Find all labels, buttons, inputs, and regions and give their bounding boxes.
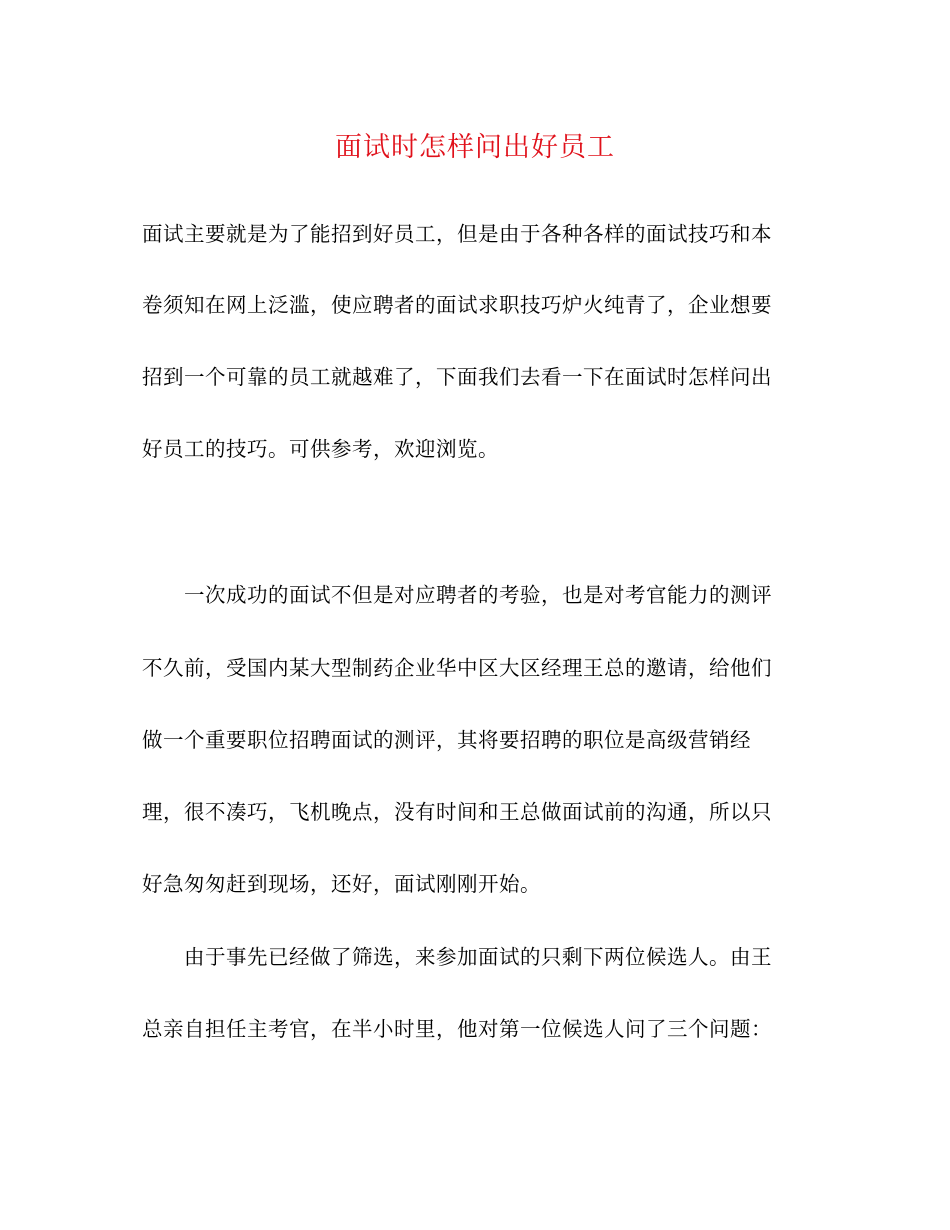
intro-line: 招到一个可靠的员工就越难了，下面我们去看一下在面试时怎样问出 xyxy=(142,365,772,389)
paragraph-line: 做一个重要职位招聘面试的测评，其将要招聘的职位是高级营销经 xyxy=(142,728,751,752)
paragraph-line: 一次成功的面试不但是对应聘者的考验，也是对考官能力的测评 xyxy=(184,583,772,607)
paragraph-line: 不久前，受国内某大型制药企业华中区大区经理王总的邀请，给他们 xyxy=(142,656,772,680)
paragraph-line: 由于事先已经做了筛选，来参加面试的只剩下两位候选人。由王 xyxy=(184,945,772,969)
paragraph-line: 好急匆匆赶到现场，还好，面试刚刚开始。 xyxy=(142,872,541,896)
paragraph-line: 理，很不凑巧，飞机晚点，没有时间和王总做面试前的沟通，所以只 xyxy=(142,800,772,824)
document-title: 面试时怎样问出好员工 xyxy=(335,132,615,163)
intro-line: 卷须知在网上泛滥，使应聘者的面试求职技巧炉火纯青了，企业想要 xyxy=(142,293,772,317)
intro-line: 好员工的技巧。可供参考，欢迎浏览。 xyxy=(142,437,499,461)
paragraph-line: 总亲自担任主考官，在半小时里，他对第一位候选人问了三个问题： xyxy=(142,1017,772,1041)
intro-line: 面试主要就是为了能招到好员工，但是由于各种各样的面试技巧和本 xyxy=(142,222,772,246)
